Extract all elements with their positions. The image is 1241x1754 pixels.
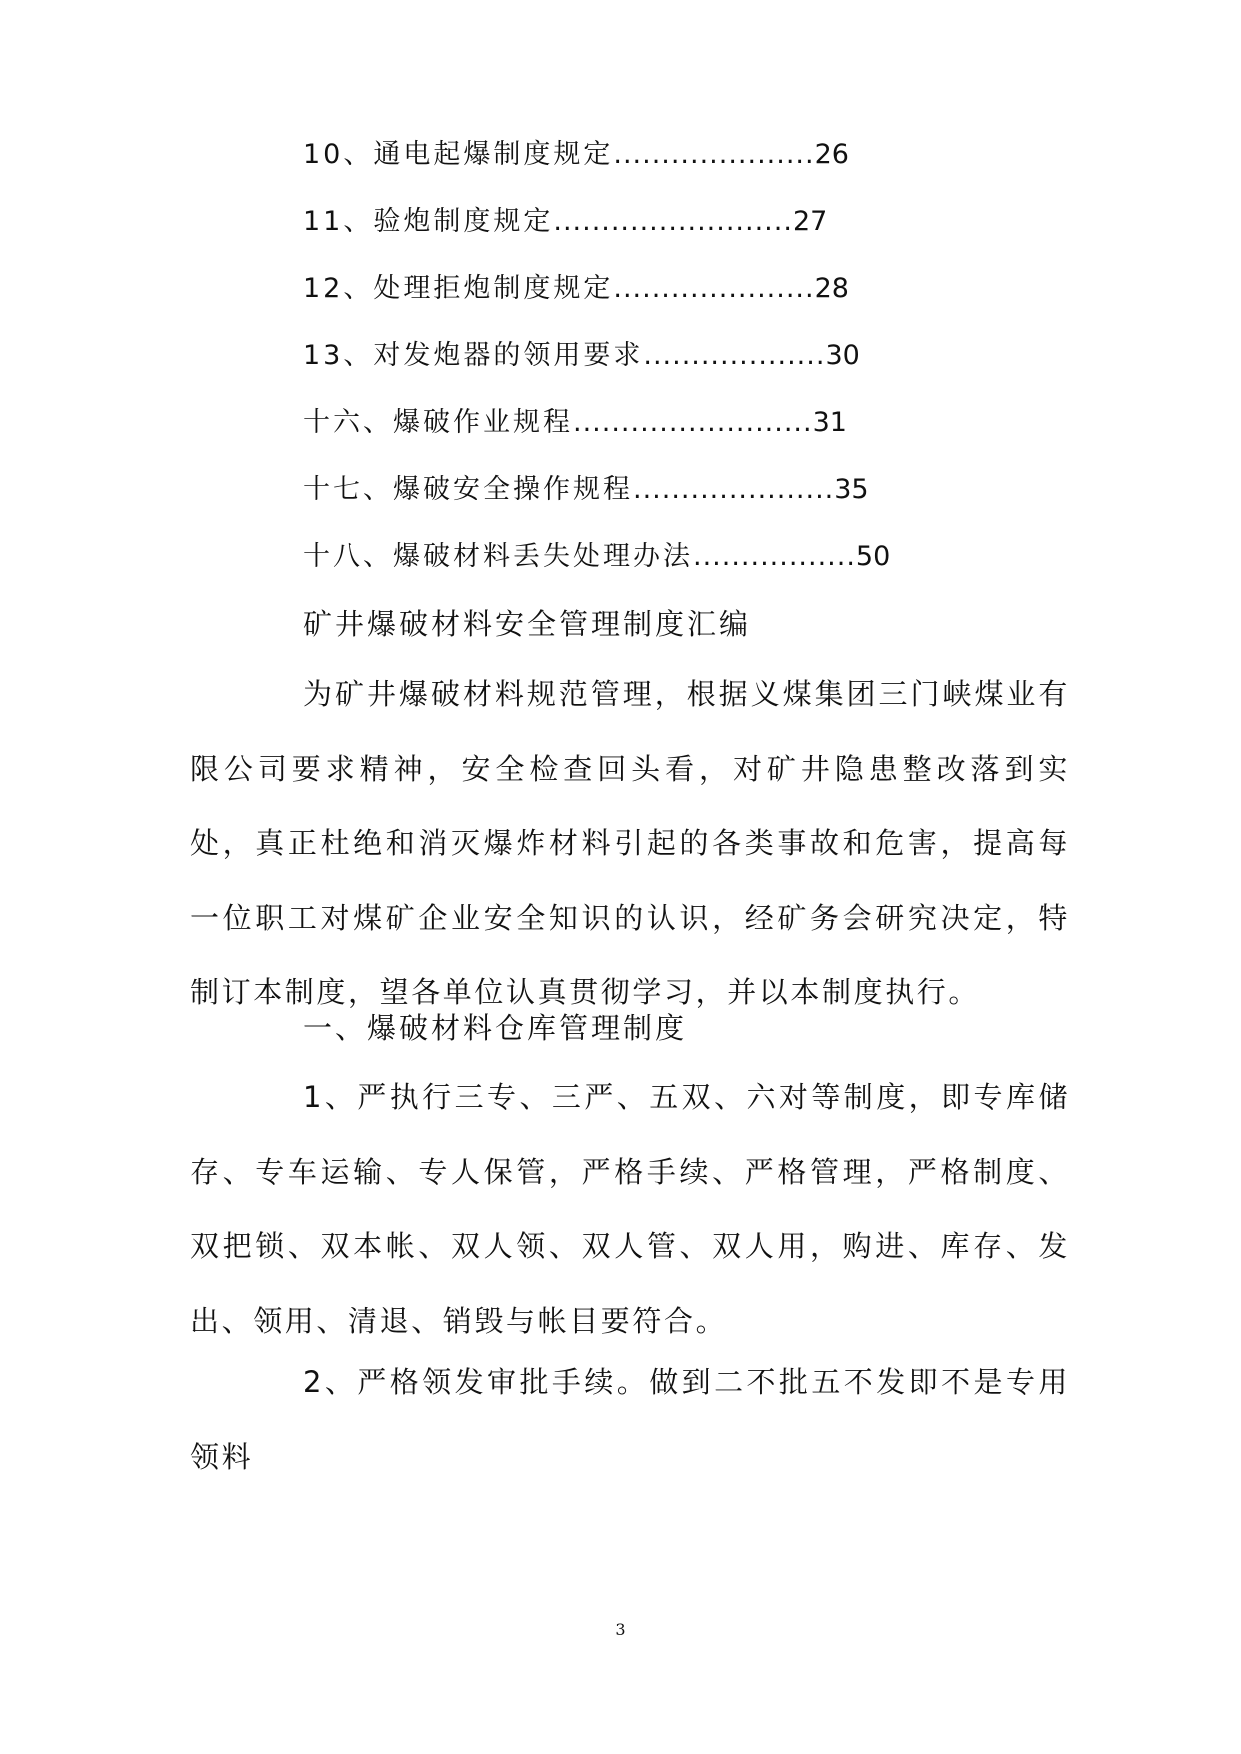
toc-entry-label: 10、通电起爆制度规定 [303, 139, 614, 170]
page-number: 3 [615, 1620, 626, 1639]
toc-entry [303, 405, 847, 441]
section-heading: 一、爆破材料仓库管理制度 [303, 1011, 688, 1045]
toc-entry-page: 31 [812, 407, 847, 438]
toc-entry-leader: ................. [693, 541, 856, 572]
toc-entry-page: 50 [855, 541, 891, 572]
toc-entry-leader: ..................... [613, 273, 815, 304]
document-title: 矿井爆破材料安全管理制度汇编 [303, 607, 752, 641]
toc-entry [303, 271, 849, 307]
toc-entry-label: 12、处理拒炮制度规定 [303, 273, 614, 304]
toc-entry-page: 30 [825, 340, 860, 371]
toc-entry-page: 27 [792, 206, 828, 237]
toc-entry-page: 35 [834, 474, 869, 505]
toc-entry-leader: ................... [643, 340, 826, 371]
toc-entry-label: 十六、爆破作业规程 [303, 407, 573, 438]
toc-entry [303, 338, 860, 374]
toc-entry-leader: ......................... [553, 206, 793, 237]
toc-entry-label: 11、验炮制度规定 [303, 206, 554, 237]
toc-entry-label: 十七、爆破安全操作规程 [303, 474, 633, 505]
toc-entry-leader: ..................... [613, 139, 815, 170]
toc-entry [303, 204, 827, 240]
toc-entry-label: 13、对发炮器的领用要求 [303, 340, 644, 371]
intro-paragraph: 为矿井爆破材料规范管理，根据义煤集团三门峡煤业有限公司要求精神，安全检查回头看，对矿井隐患整改落到实处，真正杜绝和消灭爆炸材料引起的各类事故和危害，提高每一位职工对煤矿企业安全知识的认识，经矿务会研究决定，特制订本制度，望各单位认真贯彻学习，并以本制度执行。 [190, 677, 1070, 1009]
toc-entry-page: 28 [814, 273, 849, 304]
toc-entry [303, 472, 869, 508]
item-2-paragraph: 2、严格领发审批手续。做到二不批五不发即不是专用领料 [190, 1365, 1070, 1474]
item-1-paragraph: 1、严执行三专、三严、五双、六对等制度，即专库储存、专车运输、专人保管，严格手续、严格管理，严格制度、双把锁、双本帐、双人领、双人管、双人用，购进、库存、发出、领用、清退、销毁与帐目要符合。 [190, 1080, 1070, 1338]
toc-entry [303, 137, 849, 173]
toc-entry-label: 十八、爆破材料丢失处理办法 [303, 541, 693, 572]
toc-entry-leader: ..................... [633, 474, 835, 505]
toc-entry-leader: ......................... [573, 407, 813, 438]
toc-entry-page: 26 [814, 139, 849, 170]
toc-entry [303, 539, 890, 575]
